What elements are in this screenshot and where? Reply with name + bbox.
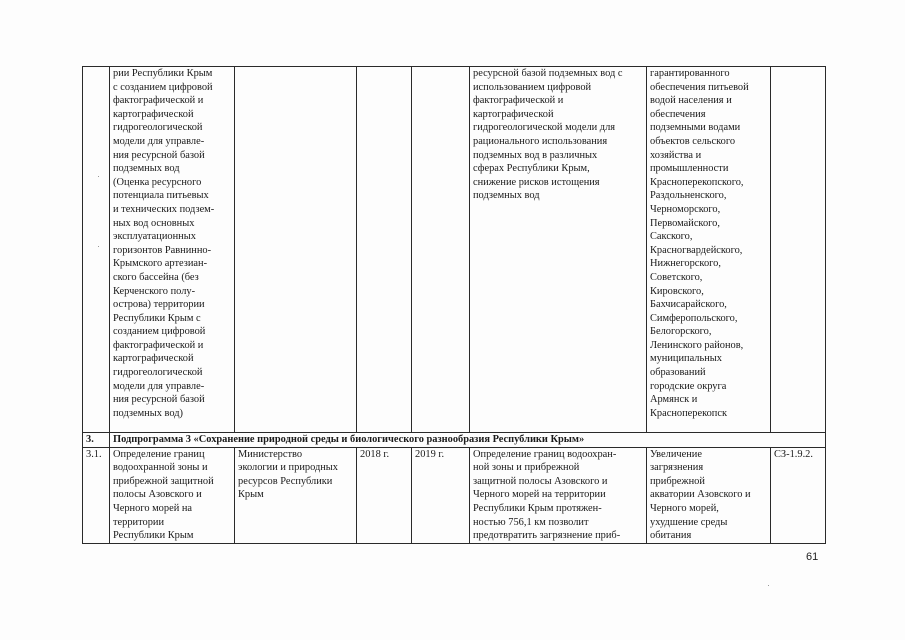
executor-cell: Министерство экологии и природных ресурсов Республики Крым bbox=[235, 447, 357, 543]
table-row bbox=[83, 67, 826, 433]
scan-speck bbox=[768, 585, 769, 586]
scan-speck bbox=[98, 176, 99, 177]
section-number-cell: 3. bbox=[83, 433, 110, 448]
measure-cell: рии Республики Крым с созданием цифровой фактографической и картографической гидрогеологической модели для управле- ния ресурсной базой подземных вод (Оценка ресурсного потенциала питьевых и технических подзем- ных вод основных эксплуатационных горизонтов Равнинно- Крымского артезиан- ского бассейна (без Керченского полу- острова) территории Республики Крым с созданием цифровой фактографической и картографической гидрогеологической модели для управле- ния ресурсной базой подземных вод) bbox=[110, 67, 235, 433]
executor-cell bbox=[235, 67, 357, 433]
row-number-cell: 3.1. bbox=[83, 447, 110, 543]
start-year-cell bbox=[357, 67, 412, 433]
indicator-code-cell: СЗ-1.9.2. bbox=[771, 447, 826, 543]
end-year-cell: 2019 г. bbox=[412, 447, 470, 543]
end-year-cell bbox=[412, 67, 470, 433]
table-row bbox=[83, 447, 826, 543]
start-year-cell: 2018 г. bbox=[357, 447, 412, 543]
consequence-cell: Увеличение загрязнения прибрежной акватории Азовского и Черного морей, ухудшение среды обитания bbox=[647, 447, 771, 543]
expected-result-cell: ресурсной базой подземных вод с использованием цифровой фактографической и картографической гидрогеологической модели для рационального использования подземных вод в различных сферах Республики Крым, снижение рисков истощения подземных вод bbox=[470, 67, 647, 433]
indicator-code-cell bbox=[771, 67, 826, 433]
scan-speck bbox=[98, 246, 99, 247]
measure-cell: Определение границ водоохранной зоны и прибрежной защитной полосы Азовского и Черного морей на территории Республики Крым bbox=[110, 447, 235, 543]
program-measures-table bbox=[82, 66, 826, 544]
subprogram-header-row bbox=[83, 433, 826, 448]
page-number: 61 bbox=[806, 551, 819, 563]
subprogram-title-cell: Подпрограмма 3 «Сохранение природной среды и биологического разнообразия Республики Крым» bbox=[110, 433, 826, 448]
consequence-cell: гарантированного обеспечения питьевой водой населения и обеспечения подземными водами объектов сельского хозяйства и промышленности Красноперекопского, Раздольненского, Черноморского, Первомайского, Сакского, Красногвардейского, Нижнегорского, Советского, Кировского, Бахчисарайского, Симферопольского, Белогорского, Ленинского районов, муниципальных образований городские округа Армянск и Красноперекопск bbox=[647, 67, 771, 433]
expected-result-cell: Определение границ водоохран- ной зоны и прибрежной защитной полосы Азовского и Черного морей на территории Республики Крым протяжен- ностью 756,1 км позволит предотвратить загрязнение приб- bbox=[470, 447, 647, 543]
row-number-cell bbox=[83, 67, 110, 433]
